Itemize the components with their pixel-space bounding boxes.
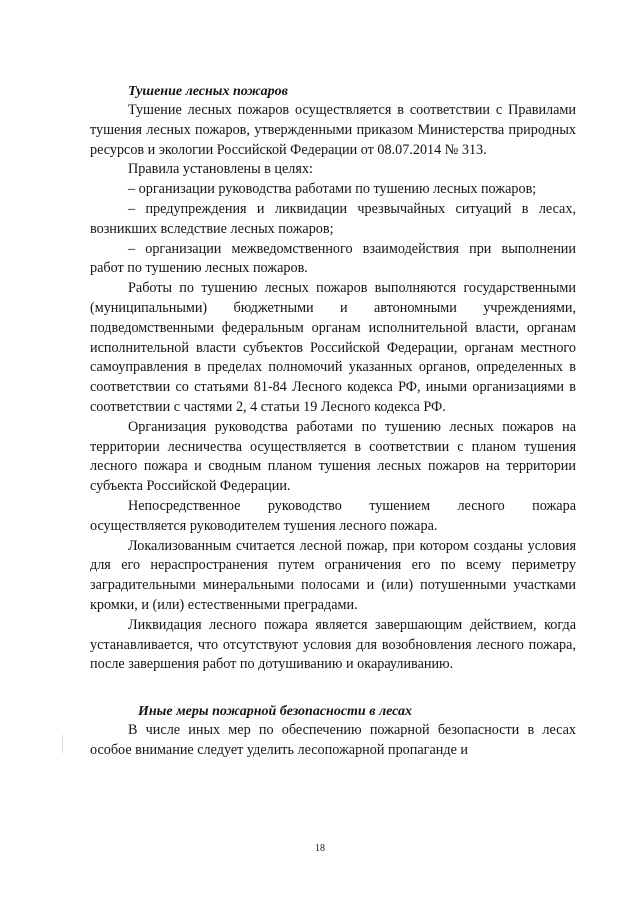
margin-mark (62, 735, 63, 753)
section-spacer (90, 675, 576, 703)
paragraph: Непосредственное руководство тушением лесного пожара осуществляется руководителем тушения лесного пожара. (90, 497, 576, 534)
paragraph: Организация руководства работами по тушению лесных пожаров на территории лесничества осуществляется в соответствии с планом тушения лесного пожара и сводным планом тушения лесных пожаров на территории субъекта Российской Федерации. (90, 418, 576, 495)
paragraph: Правила установлены в целях: (128, 161, 313, 178)
paragraph: Тушение лесных пожаров осуществляется в соответствии с Правилами тушения лесных пожаров, утвержденными приказом Министерства природных ресурсов и экологии Российской Федерации от 08.07.2014 № 313. (90, 102, 576, 158)
list-item: – предупреждения и ликвидации чрезвычайных ситуаций в лесах, возникших вследствие лесных пожаров; (90, 200, 576, 237)
paragraph: Работы по тушению лесных пожаров выполняются государственными (муниципальными) бюджетными и автономными учреждениями, подведомственными федеральным органам исполнительной власти, органам исполнительной власти субъектов Российской Федерации, органам местного самоуправления в пределах полномочий указанных органов, определенных в соответствии со статьями 81-84 Лесного кодекса РФ, иными организациями в соответствии с частями 2, 4 статьи 19 Лесного кодекса РФ. (90, 280, 576, 415)
page-number: 18 (315, 843, 325, 854)
paragraph: В числе иных мер по обеспечению пожарной безопасности в лесах особое внимание следует уделить лесопожарной пропаганде и (90, 722, 576, 758)
paragraph: Локализованным считается лесной пожар, при котором созданы условия для его нераспространения путем ограничения его по всему периметру заградительными минеральными полосами и (или) потушенными участками кромки, и (или) естественными преградами. (90, 537, 576, 613)
list-item: – организации руководства работами по тушению лесных пожаров; (128, 181, 537, 198)
paragraph: Ликвидация лесного пожара является завершающим действием, когда устанавливается, что отсутствуют условия для возобновления лесного пожара, после завершения работ по дотушиванию и окарауливанию. (90, 616, 576, 673)
section-heading-other-fire-safety-measures: Иные меры пожарной безопасности в лесах (138, 704, 413, 720)
section-heading-forest-fire-suppression: Тушение лесных пожаров (128, 84, 288, 99)
list-item: – организации межведомственного взаимодействия при выполнении работ по тушению лесных пожаров. (90, 240, 576, 277)
page-content (90, 83, 576, 761)
